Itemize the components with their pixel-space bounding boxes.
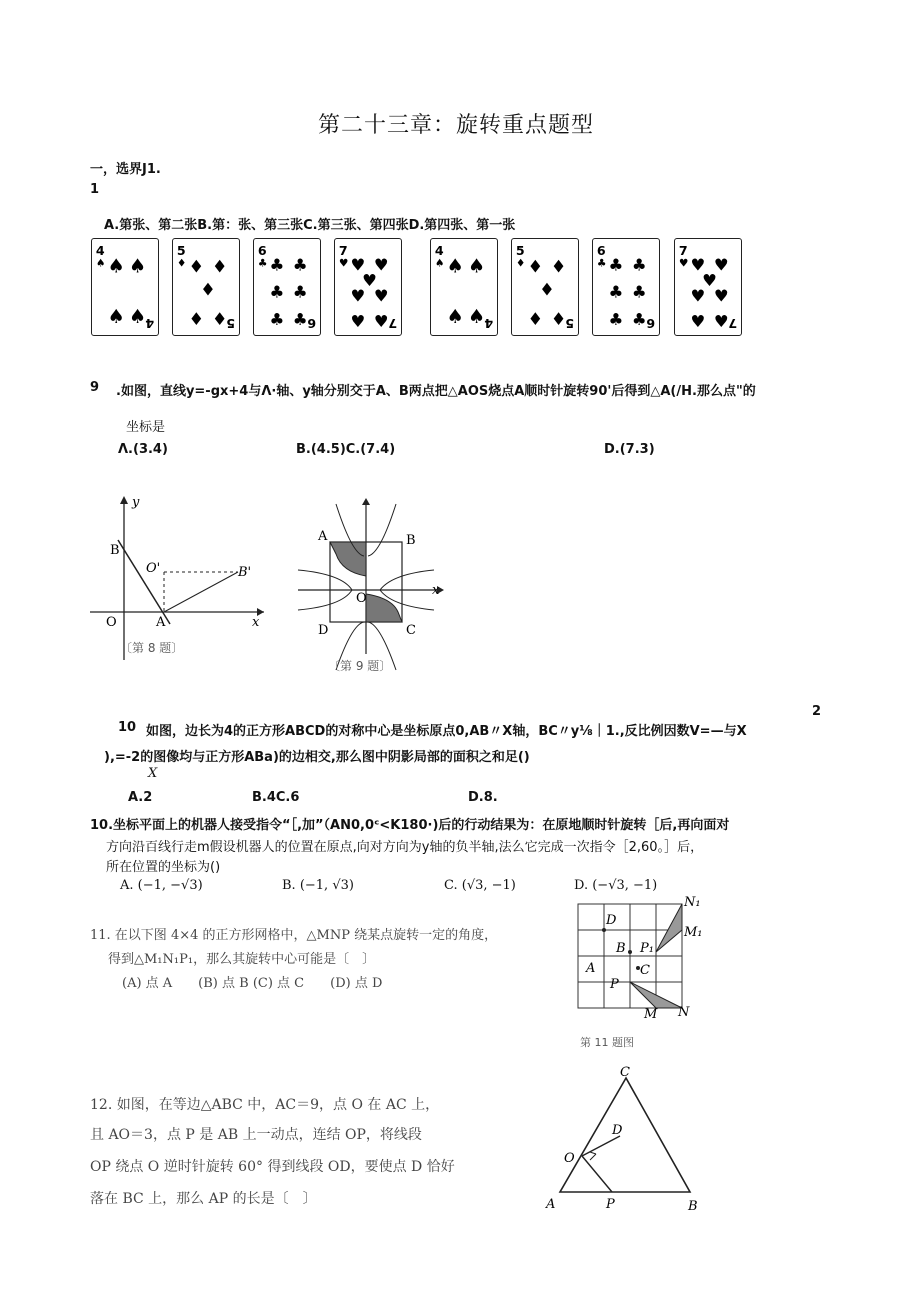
q10b-line1: 10.坐标平面上的机器人接受指令“［,加”（AN0,0ᶜ<K180·)后的行动结果为：在原地顺时针旋转［后,再向面对: [90, 818, 730, 833]
fig11-label-a: A: [586, 961, 596, 976]
svg-text:7: 7: [388, 316, 398, 332]
fig9-label-c: C: [406, 623, 416, 638]
q1-number: 1: [90, 182, 100, 197]
svg-text:♠: ♠: [446, 304, 464, 328]
fig11-label-c: C: [640, 963, 650, 978]
svg-text:♠: ♠: [128, 304, 147, 328]
q11-line2: 得到△M₁N₁P₁，那么其旋转中心可能是〔 〕: [108, 952, 376, 967]
card-rank: 6: [596, 242, 606, 258]
card-rank: 7: [338, 242, 348, 258]
fig9-label-a: A: [318, 529, 328, 544]
svg-text:♦: ♦: [550, 309, 567, 330]
fig12-label-o: O: [564, 1151, 575, 1166]
q10b-line3: 所在位置的坐标为(): [106, 860, 221, 875]
card-rank: 4: [434, 242, 444, 258]
card-rank: 7: [678, 242, 688, 258]
fig8-label-y: y: [132, 495, 140, 510]
fig11-label-n1: N₁: [684, 895, 701, 910]
svg-text:7: 7: [728, 316, 738, 332]
svg-text:♣: ♣: [608, 255, 624, 275]
fig8-label-x: x: [252, 615, 260, 630]
svg-text:♦: ♦: [176, 256, 187, 270]
fig9-label-o: O: [356, 591, 367, 606]
svg-text:6: 6: [307, 316, 317, 332]
svg-text:♠: ♠: [446, 254, 464, 278]
svg-text:♥: ♥: [713, 255, 729, 275]
svg-text:♣: ♣: [631, 255, 647, 275]
svg-text:♥: ♥: [338, 256, 349, 270]
svg-text:♣: ♣: [631, 309, 647, 329]
svg-text:♠: ♠: [128, 254, 147, 278]
svg-text:♣: ♣: [608, 282, 624, 302]
q10b-option-b: B. (−1, √3): [282, 878, 354, 893]
svg-text:5: 5: [565, 316, 575, 332]
fig9-label-d: D: [318, 623, 329, 638]
q1-options: A.第张、第二张B.第：张、第三张C.第三张、第四张D.第四张、第一张: [104, 218, 516, 233]
fig8-label-o: O: [106, 615, 117, 630]
fig8-label-b: B: [110, 543, 120, 558]
card-rank: 5: [176, 242, 186, 258]
fig11-label-m: M: [644, 1007, 658, 1022]
figure-9: [292, 494, 452, 678]
fig11-label-n: N: [678, 1005, 690, 1020]
svg-text:♥: ♥: [373, 255, 389, 275]
fig12-label-p: P: [606, 1197, 615, 1212]
svg-text:♣: ♣: [269, 282, 285, 302]
q10a-option-bc: B.4C.6: [252, 790, 300, 805]
svg-text:♥: ♥: [350, 286, 366, 306]
q10a-number: 10: [118, 720, 137, 735]
svg-text:4: 4: [484, 316, 494, 332]
card-seven-hearts-rotated: [674, 238, 742, 336]
fig11-label-b: B: [616, 941, 626, 956]
svg-text:♦: ♦: [527, 309, 544, 330]
svg-text:♣: ♣: [292, 255, 308, 275]
svg-text:♦: ♦: [550, 257, 567, 278]
svg-text:♥: ♥: [678, 256, 689, 270]
card-five-diamonds-rotated: [511, 238, 579, 336]
fig11-label-p1: P₁: [640, 941, 654, 956]
card-six-clubs: [253, 238, 321, 336]
figure-8: [88, 492, 268, 664]
q12-line3: OP 绕点 O 逆时针旋转 60° 得到线段 OD，要使点 D 恰好: [90, 1159, 455, 1175]
svg-text:♦: ♦: [515, 256, 526, 270]
q10a-text2: ),=-2的图像均与正方形ABa)的边相交,那么图中阴影局部的面积之和足(): [104, 750, 530, 765]
card-rank: 4: [95, 242, 105, 258]
svg-text:♠: ♠: [434, 256, 445, 270]
svg-text:♥: ♥: [690, 255, 706, 275]
q9-option-bc: B.(4.5)C.(7.4): [296, 442, 396, 457]
q10a-option-d: D.8.: [468, 790, 498, 805]
svg-text:♠: ♠: [107, 254, 125, 278]
svg-text:♥: ♥: [373, 286, 389, 306]
fig11-label-m1: M₁: [684, 925, 703, 940]
q9-text: .如图，直线y=-gx+4与Λ·轴、y轴分别交于A、B两点把△AOS烧点A顺时针旋转90'后得到△A(/H.那么点"的: [116, 384, 756, 399]
q10b-option-c: C. (√3, −1): [444, 878, 516, 893]
fig12-label-b: B: [688, 1199, 698, 1214]
svg-text:♥: ♥: [713, 286, 729, 306]
q9-option-a: Λ.(3.4): [118, 442, 168, 457]
fig12-label-c: C: [620, 1065, 630, 1080]
q12-line2: 且 AO＝3，点 P 是 AB 上一动点，连结 OP，将线段: [90, 1127, 422, 1143]
svg-text:♥: ♥: [690, 286, 706, 306]
svg-text:♥: ♥: [373, 311, 389, 331]
svg-text:♣: ♣: [257, 256, 268, 270]
card-rank: 5: [515, 242, 525, 258]
svg-text:4: 4: [145, 316, 155, 332]
section-heading: 一，选界J1.: [90, 162, 161, 177]
q9-number: 9: [90, 380, 100, 395]
card-four-spades-rotated: [430, 238, 498, 336]
fig11-label-d: D: [606, 913, 617, 928]
svg-text:♠: ♠: [467, 254, 486, 278]
q10a-superscript: 2: [812, 704, 822, 719]
fig11-label-p: P: [610, 977, 619, 992]
fig8-caption: 〔第 8 题〕: [120, 641, 184, 655]
q12-line4: 落在 BC 上，那么 AP 的长是〔 〕: [90, 1191, 317, 1207]
svg-text:♥: ♥: [702, 271, 717, 291]
card-six-clubs-rotated: [592, 238, 660, 336]
svg-text:5: 5: [226, 316, 236, 332]
card-four-spades: [91, 238, 159, 336]
q11-line1: 11. 在以下图 4×4 的正方形网格中，△MNP 绕某点旋转一定的角度，: [90, 928, 498, 943]
svg-text:♣: ♣: [596, 256, 607, 270]
svg-text:♥: ♥: [362, 271, 377, 291]
svg-text:♥: ♥: [350, 311, 366, 331]
fig12-label-d: D: [612, 1123, 623, 1138]
q9-text2: 坐标是: [126, 420, 166, 435]
fig11-caption: 第 11 题图: [580, 1036, 634, 1049]
svg-text:♦: ♦: [211, 257, 228, 278]
fig8-label-a: A: [156, 615, 166, 630]
fig8-label-o-prime: O': [146, 561, 161, 576]
svg-text:6: 6: [646, 316, 656, 332]
figure-11: [572, 895, 703, 1056]
q9-option-d: D.(7.3): [604, 442, 655, 457]
fig9-label-b: B: [406, 533, 416, 548]
svg-text:♣: ♣: [292, 282, 308, 302]
svg-text:♣: ♣: [292, 309, 308, 329]
card-rank: 6: [257, 242, 267, 258]
q10a-text: 如图，边长为4的正方形ABCD的对称中心是坐标原点0,AB〃X轴，BC〃y⅛｜1.,反比例因数V=—与X: [146, 724, 747, 739]
fig12-label-a: A: [546, 1197, 556, 1212]
q10b-line2: 方向沿百线行走m假设机器人的位置在原点,向对方向为y轴的负半轴,法么它完成一次指令［2,60。］后，: [106, 840, 704, 855]
q10b-option-a: A. (−1, −√3): [120, 878, 203, 893]
svg-text:♣: ♣: [269, 255, 285, 275]
svg-text:♥: ♥: [350, 255, 366, 275]
svg-text:♠: ♠: [95, 256, 106, 270]
svg-text:♣: ♣: [631, 282, 647, 302]
svg-text:♦: ♦: [188, 257, 205, 278]
q11-options: (A) 点 A (B) 点 B (C) 点 C (D) 点 D: [122, 976, 383, 991]
svg-text:♣: ♣: [269, 309, 285, 329]
svg-text:♦: ♦: [211, 309, 228, 330]
svg-text:♦: ♦: [527, 257, 544, 278]
q10a-option-a: A.2: [128, 790, 153, 805]
svg-text:♦: ♦: [539, 280, 555, 301]
svg-text:♥: ♥: [713, 311, 729, 331]
q12-line1: 12. 如图，在等边△ABC 中，AC＝9，点 O 在 AC 上，: [90, 1097, 440, 1113]
svg-text:♠: ♠: [107, 304, 125, 328]
svg-text:♥: ♥: [690, 311, 706, 331]
fig8-label-b-prime: B': [238, 565, 252, 580]
fig9-label-x: x: [432, 583, 440, 598]
svg-text:♦: ♦: [200, 280, 216, 301]
card-five-diamonds: [172, 238, 240, 336]
figure-12: [540, 1062, 708, 1218]
svg-text:♠: ♠: [467, 304, 486, 328]
svg-text:♦: ♦: [188, 309, 205, 330]
card-seven-hearts: [334, 238, 402, 336]
page-title: 第二十三章：旋转重点题型: [318, 113, 595, 138]
q10b-option-d: D. (−√3, −1): [574, 878, 658, 893]
svg-text:♣: ♣: [608, 309, 624, 329]
q10a-denominator: X: [148, 766, 158, 781]
fig9-caption: 〔第 9 题〕: [328, 659, 392, 673]
